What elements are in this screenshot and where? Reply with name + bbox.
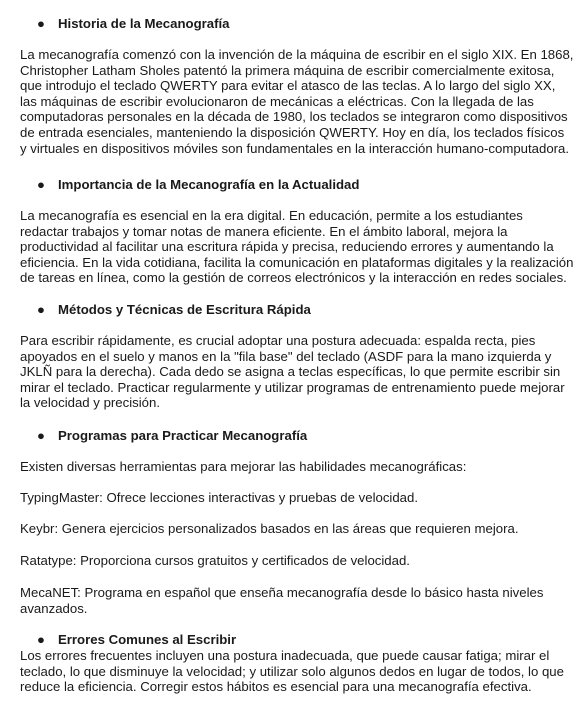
paragraph-programas-intro	[20, 459, 576, 475]
text-line: avanzados.	[20, 600, 88, 616]
text-line: Para escribir rápidamente, es crucial adoptar una postura adecuada: espalda recta, pies	[20, 333, 536, 348]
text-line: JKLÑ para la derecha). Cada dedo se asigna a teclas específicas, lo que permite escribir sin	[20, 364, 561, 380]
heading-text: Importancia de la Mecanografía en la Actualidad	[58, 177, 360, 192]
heading-text: Programas para Practicar Mecanografía	[58, 428, 308, 443]
text-line: Existen diversas herramientas para mejorar las habilidades mecanográficas:	[20, 459, 467, 474]
bullet-icon: ●	[37, 302, 45, 317]
bullet-icon: ●	[37, 632, 45, 647]
text-line: Keybr: Genera ejercicios personalizados basados en las áreas que requieren mejora.	[20, 521, 519, 536]
paragraph-ratatype	[20, 553, 576, 569]
text-line: la velocidad y precisión.	[20, 395, 161, 411]
text-line: La mecanografía comenzó con la invención de la máquina de escribir en el siglo XIX. En 1868,	[20, 47, 574, 62]
bullet-icon: ●	[37, 16, 45, 31]
paragraph-typingmaster	[20, 490, 576, 506]
paragraph-mecanet	[20, 585, 576, 616]
paragraph-metodos	[20, 333, 576, 411]
paragraph-keybr	[20, 521, 576, 537]
text-line: Ratatype: Proporciona cursos gratuitos y certificados de velocidad.	[20, 553, 410, 568]
text-line: MecaNET: Programa en español que enseña mecanografía desde lo básico hasta niveles	[20, 585, 544, 600]
text-line: eficiencia. En la vida cotidiana, facilita la comunicación en plataformas digitales y la realización	[20, 254, 574, 270]
text-line: de entrada esenciales, manteniendo la disposición QWERTY. Hoy en día, los teclados físicos	[20, 124, 565, 140]
heading-text: Métodos y Técnicas de Escritura Rápida	[58, 302, 311, 317]
text-line: las máquinas de escribir evolucionaron de mecánicas a eléctricas. Con la llegada de las	[20, 93, 534, 109]
text-line: La mecanografía es esencial en la era digital. En educación, permite a los estudiantes	[20, 208, 523, 223]
heading-text: Errores Comunes al Escribir	[58, 632, 237, 647]
text-line: TypingMaster: Ofrece lecciones interactivas y pruebas de velocidad.	[20, 490, 419, 505]
text-line: computadoras personales en la década de 1980, los teclados se integraron como dispositivos	[20, 109, 568, 125]
bullet-icon: ●	[37, 428, 45, 443]
paragraph-errores	[20, 648, 576, 695]
section-heading-errores	[37, 632, 236, 648]
paragraph-historia	[20, 47, 576, 156]
section-heading-programas	[37, 428, 307, 444]
section-heading-importancia	[37, 177, 359, 193]
bullet-icon: ●	[37, 177, 45, 192]
text-line: teclado, lo que disminuye la velocidad; y utilizar solo algunos dedos en lugar de todos, lo que	[20, 663, 564, 679]
paragraph-importancia	[20, 208, 576, 286]
text-line: y virtuales en dispositivos móviles son fundamentales en la interacción humano-computadora.	[20, 140, 570, 156]
text-line: de tareas en línea, como la gestión de correos electrónicos y la interacción en redes sociales.	[20, 270, 567, 286]
section-heading-metodos	[37, 302, 311, 318]
text-line: mirar el teclado. Practicar regularmente y utilizar programas de entrenamiento puede mejorar	[20, 379, 565, 395]
section-heading-historia	[37, 16, 230, 32]
text-line: productividad al facilitar una escritura rápida y precisa, reduciendo errores y aumentando la	[20, 239, 554, 255]
text-line: que introdujo el teclado QWERTY para evitar el atasco de las teclas. A lo largo del siglo XX,	[20, 78, 556, 94]
text-line: Christopher Latham Sholes patentó la primera máquina de escribir comercialmente exitosa,	[20, 62, 555, 78]
text-line: redactar trabajos y tomar notas de manera eficiente. En el ámbito laboral, mejora la	[20, 223, 508, 239]
text-line: apoyados en el suelo y manos en la "fila base" del teclado (ASDF para la mano izquierda y	[20, 348, 552, 364]
text-line: reduce la eficiencia. Corregir estos hábitos es esencial para una mecanografía efectiva.	[20, 679, 532, 695]
heading-text: Historia de la Mecanografía	[58, 16, 230, 31]
text-line: Los errores frecuentes incluyen una postura inadecuada, que puede causar fatiga; mirar el	[20, 648, 550, 663]
